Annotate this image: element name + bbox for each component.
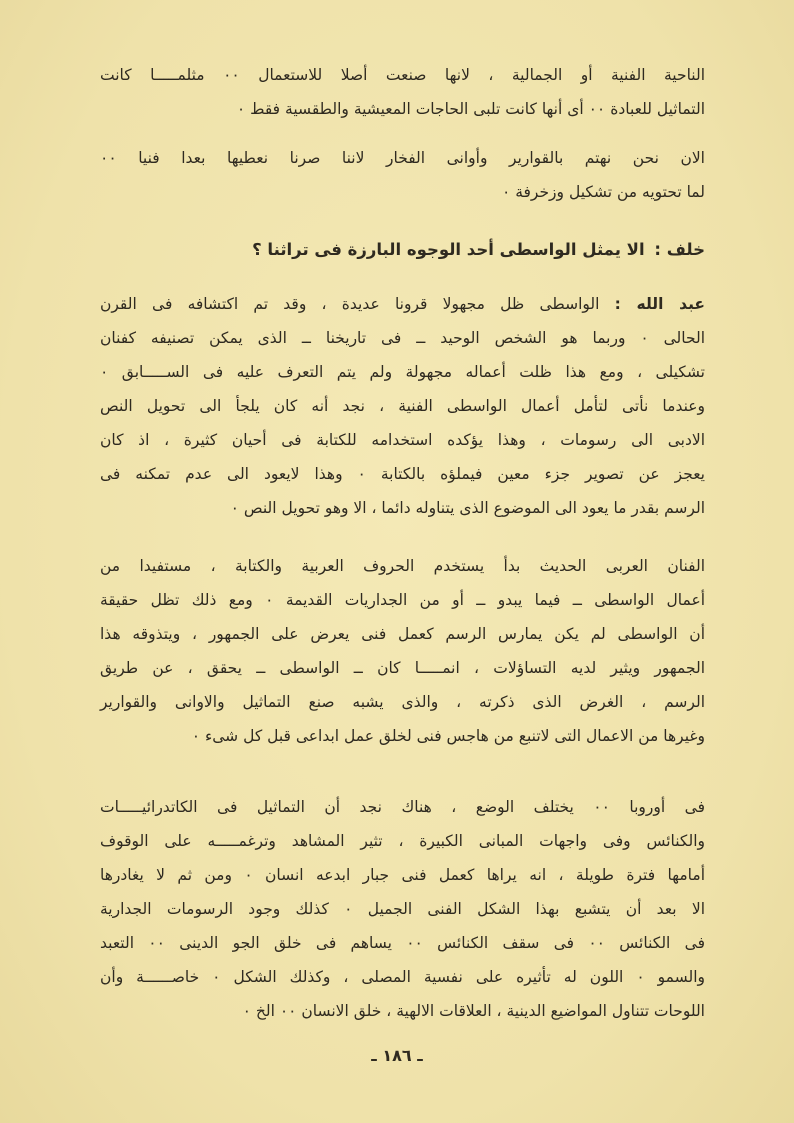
text-line: الادبى الى رسومات ، وهذا يؤكده استخدامه للكتابة فى أحيان كثيرة ، اذ كان	[100, 431, 705, 449]
text-line: الجمهور ويثير لديه التساؤلات ، انمـــــا كان ــ الواسطى ــ يحقق ، عن طريق	[100, 659, 705, 677]
text-line: أن الواسطى لم يكن يمارس الرسم كعمل فنى يعرض على الجمهور ، ويتذوقه هذا	[100, 625, 705, 643]
text-line: وعندما نأتى لتأمل أعمال الواسطى الفنية ، نجد أنه كان يلجأ الى تحويل النص	[100, 397, 705, 415]
text-line: أمامها فترة طويلة ، انه يراها كعمل فنى جبار ابدعه انسان ٠ ومن ثم لا يغادرها	[100, 866, 705, 884]
text-line: الرسم بقدر ما يعود الى الموضوع الذى يتناوله دائما ، الا وهو تحويل النص ٠	[230, 499, 705, 517]
text-line: يعجز عن تصوير جزء معين فيملؤه بالكتابة ٠ وهذا لايعود الى عدم تمكنه فى	[100, 465, 705, 483]
text-line: الان نحن نهتم بالقوارير وأوانى الفخار لاننا صرنا نعطيها بعدا فنيا ٠٠	[100, 149, 705, 167]
paragraph-1	[100, 58, 705, 126]
text-line: وغيرها من الاعمال التى لاتنبع من هاجس فنى لخلق عمل ابداعى قبل كل شىء ٠	[191, 727, 705, 745]
text-line: لما تحتويه من تشكيل وزخرفة ٠	[501, 183, 705, 201]
text-line: التماثيل للعبادة ٠٠ أى أنها كانت تلبى الحاجات المعيشية والطقسية فقط ٠	[236, 100, 705, 118]
text-line: والسمو ٠ اللون له تأثيره على نفسية المصلى ، وكذلك الشكل ٠ خاصــــــة وأن	[100, 968, 705, 986]
question-text: الا يمثل الواسطى أحد الوجوه البارزة فى تراثنا ؟	[252, 240, 645, 259]
paragraph-4	[100, 790, 705, 1028]
text-line: الرسم ، الغرض الذى ذكرته ، والذى يشبه صنع التماثيل والاوانى والقوارير	[100, 693, 705, 711]
text-line: الفنان العربى الحديث بدأ يستخدم الحروف العربية والكتابة ، مستفيدا من	[100, 557, 705, 575]
text-line: تشكيلى ، ومع هذا ظلت أعماله مجهولة ولم يتم التعرف عليه فى الســـــابق ٠	[100, 363, 705, 381]
interview-question	[100, 233, 705, 267]
text-line: أعمال الواسطى ــ فيما يبدو ــ أو من الجداريات القديمة ٠ ومع ذلك تظل حقيقة	[100, 591, 706, 609]
answer-first-line-text: الواسطى ظل مجهولا قرونا عديدة ، وقد تم اكتشافه فى القرن	[100, 295, 600, 313]
page-number: ـ ١٨٦ ـ	[371, 1046, 423, 1065]
text-line: الا بعد أن يتشبع بهذا الشكل الفنى الجميل ٠ كذلك وجود الرسومات الجدارية	[100, 900, 706, 918]
answer-speaker: عبد الله :	[614, 295, 705, 313]
text-line: فى أوروبا ٠٠ يختلف الوضع ، هناك نجد أن التماثيل فى الكاتدرائيـــــات	[100, 798, 705, 816]
text-line: والكنائس وفى واجهات المبانى الكبيرة ، تثير المشاهد وترغمـــــه على الوقوف	[100, 832, 705, 850]
answer-paragraph	[100, 287, 705, 525]
text-line: الحالى ٠ وربما هو الشخص الوحيد ــ فى تاريخنا ــ الذى يمكن تصنيفه كفنان	[100, 329, 706, 347]
answer-first-line	[100, 287, 705, 321]
text-line: فى الكنائس ٠٠ فى سقف الكنائس ٠٠ يساهم فى خلق الجو الدينى ٠٠ التعبد	[100, 934, 705, 952]
paragraph-2	[100, 141, 705, 209]
text-line: الناحية الفنية أو الجمالية ، لانها صنعت أصلا للاستعمال ٠٠ مثلمـــــا كانت	[100, 66, 705, 84]
text-line: اللوحات تتناول المواضيع الدينية ، العلاقات الالهية ، خلق الانسان ٠٠ الخ ٠	[242, 1002, 705, 1020]
paragraph-3	[100, 549, 705, 753]
question-speaker: خلف :	[654, 240, 705, 259]
